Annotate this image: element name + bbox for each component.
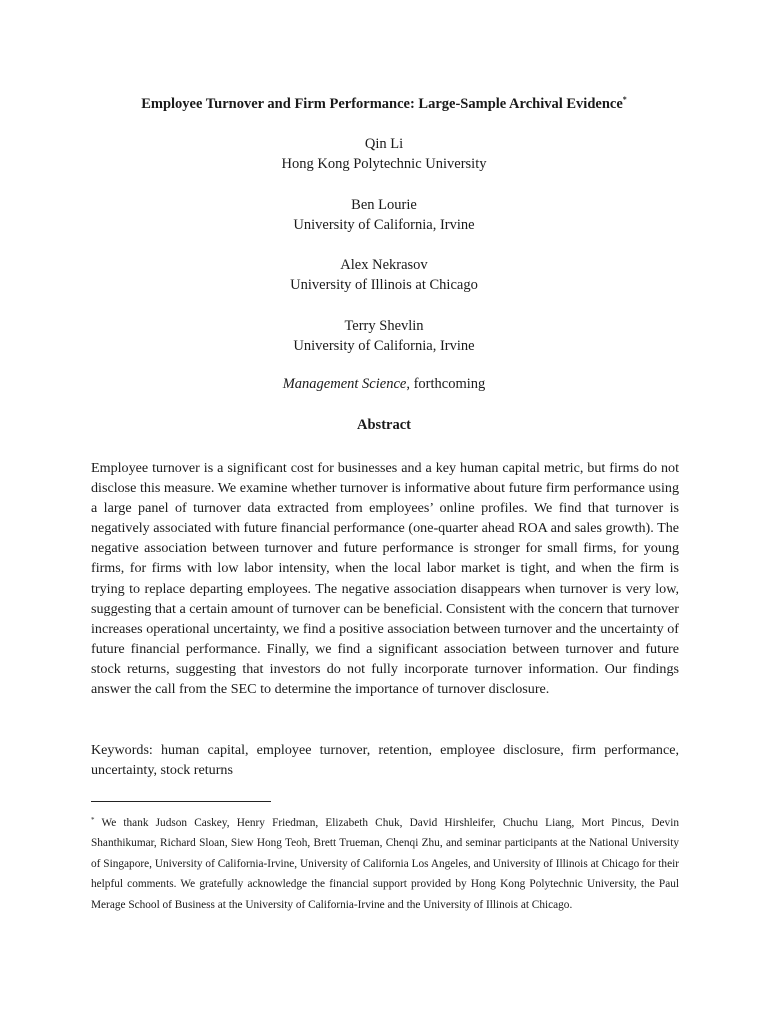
journal-name: Management Science bbox=[282, 376, 407, 392]
author-name: Ben Lourie bbox=[351, 197, 417, 213]
footnote-mark: * bbox=[91, 816, 95, 824]
author-block-4 bbox=[0, 316, 768, 356]
author-name: Alex Nekrasov bbox=[340, 257, 428, 273]
footnote bbox=[91, 810, 679, 915]
title-footnote-mark: * bbox=[622, 95, 627, 104]
abstract-text: Employee turnover is a significant cost for businesses and a key human capital metric, but firms do not disclose this measure. We examine whether turnover is informative about future firm performance using a large panel of turnover data extracted from employees’ online profiles. We find that turnover is negatively associated with future financial performance (one-quarter ahead ROA and sales growth). The negative association between turnover and future performance is stronger for small firms, for young firms, for firms with low labor intensity, when the local labor market is tight, and when the firm is trying to replace departing employees. The negative association disappears when turnover is very low, suggesting that a certain amount of turnover can be beneficial. Consistent with the concern that turnover increases operational uncertainty, we find a positive association between turnover and the uncertainty of future financial performance. Finally, we find a significant association between turnover and future stock returns, suggesting that investors do not fully incorporate turnover information. Our findings answer the call from the SEC to determine the importance of turnover disclosure. bbox=[91, 460, 679, 698]
author-affiliation: University of California, Irvine bbox=[293, 338, 475, 354]
author-block-3 bbox=[0, 255, 768, 295]
author-name: Qin Li bbox=[364, 136, 404, 152]
author-block-1 bbox=[0, 134, 768, 174]
paper-title-text: Employee Turnover and Firm Performance: Large-Sample Archival Evidence bbox=[141, 96, 623, 112]
author-block-2 bbox=[0, 195, 768, 235]
author-affiliation: University of California, Irvine bbox=[293, 217, 475, 233]
author-affiliation: University of Illinois at Chicago bbox=[290, 277, 478, 293]
author-affiliation: Hong Kong Polytechnic University bbox=[281, 156, 487, 172]
abstract-heading: Abstract bbox=[357, 417, 411, 433]
journal-line bbox=[0, 376, 768, 393]
paper-title bbox=[0, 95, 768, 113]
journal-status: , forthcoming bbox=[406, 376, 486, 392]
footnote-divider bbox=[91, 801, 271, 802]
author-name: Terry Shevlin bbox=[344, 318, 424, 334]
footnote-text: We thank Judson Caskey, Henry Friedman, Elizabeth Chuk, David Hirshleifer, Chuchu Liang, Mort Pincus, Devin Shanthikumar, Richard Sloan, Siew Hong Teoh, Brett Trueman, Chenqi Zhu, and seminar participants at the National University of Singapore, University of California-Irvine, University of California Los Angeles, and University of Illinois at Chicago for their helpful comments. We gratefully acknowledge the financial support provided by Hong Kong Polytechnic University, the Paul Merage School of Business at the University of California-Irvine and the University of Illinois at Chicago. bbox=[91, 817, 679, 911]
keywords: Keywords: human capital, employee turnover, retention, employee disclosure, firm performance, uncertainty, stock returns bbox=[91, 742, 679, 779]
